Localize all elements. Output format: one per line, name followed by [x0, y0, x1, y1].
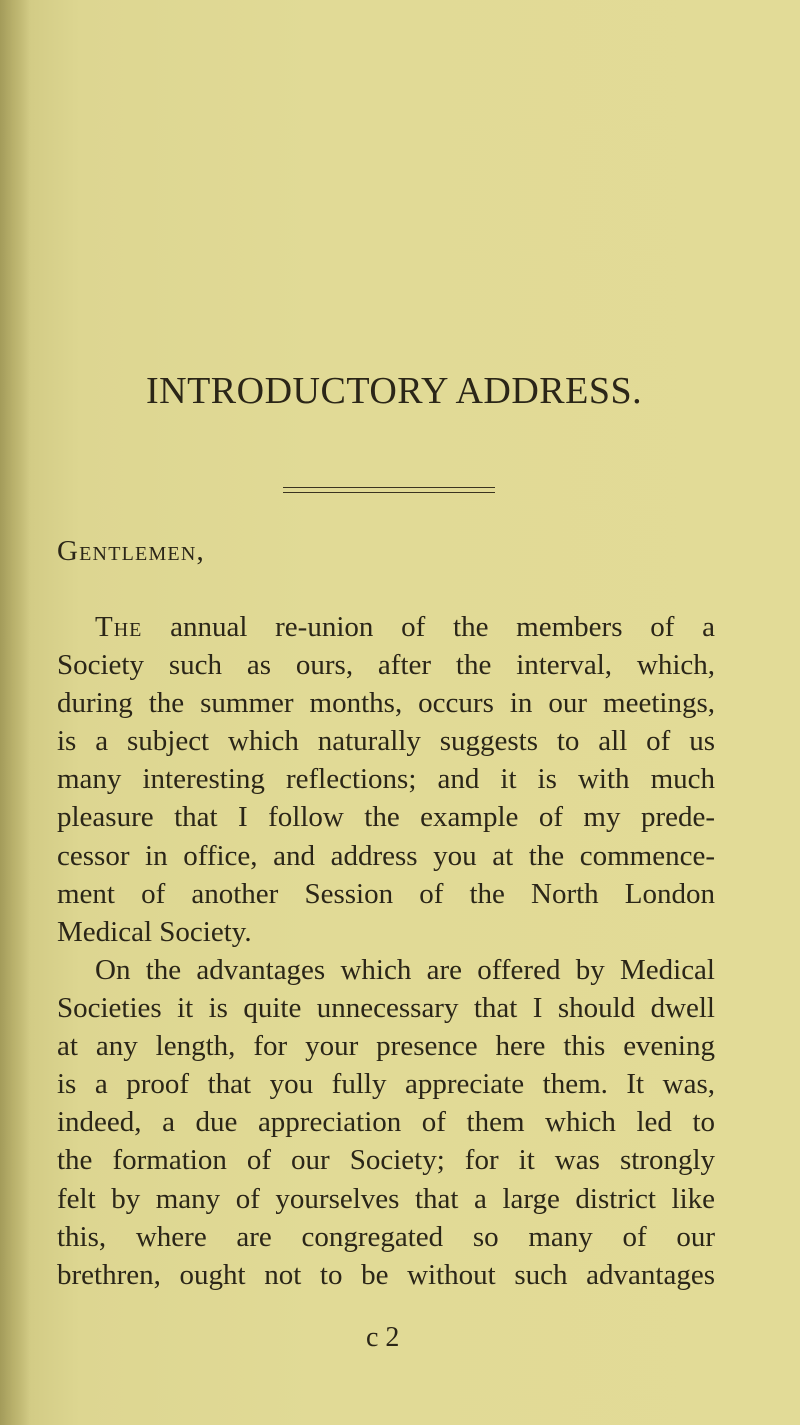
opening-word: The — [95, 611, 143, 643]
text-line: indeed, a due appreciation of them which led to — [57, 1106, 715, 1139]
text-line: during the summer months, occurs in our meetings, — [57, 687, 715, 720]
salutation: Gentlemen, — [57, 535, 205, 567]
text-line: pleasure that I follow the example of my prede- — [57, 801, 715, 834]
text-line: this, where are congregated so many of our — [57, 1220, 715, 1253]
text-line-content: annual re-union of the members of a — [142, 611, 715, 643]
title-rule-secondary — [283, 492, 495, 493]
paragraph-2 — [57, 951, 715, 1294]
text-line: many interesting reflections; and it is with much — [57, 763, 715, 796]
text-line: felt by many of yourselves that a large district like — [57, 1182, 715, 1215]
text-line: brethren, ought not to be without such advantages — [57, 1258, 715, 1291]
text-line: at any length, for your presence here this evening — [57, 1030, 715, 1063]
text-line: Society such as ours, after the interval, which, — [57, 649, 715, 682]
text-line: cessor in office, and address you at the commence- — [57, 839, 715, 872]
text-line: is a proof that you fully appreciate them. It was, — [57, 1068, 715, 1101]
text-line: Medical Society. — [57, 915, 252, 948]
signature-mark: c 2 — [366, 1322, 400, 1353]
page-title: INTRODUCTORY ADDRESS. — [146, 370, 643, 412]
title-rule — [283, 487, 495, 488]
text-line: On the advantages which are offered by Medical — [95, 954, 715, 986]
paragraph-1 — [57, 608, 715, 951]
text-line — [57, 608, 715, 646]
text-line: the formation of our Society; for it was strongly — [57, 1144, 715, 1177]
text-line: Societies it is quite unnecessary that I should dwell — [57, 992, 715, 1025]
text-line: is a subject which naturally suggests to all of us — [57, 725, 715, 758]
text-line: ment of another Session of the North London — [57, 877, 715, 910]
